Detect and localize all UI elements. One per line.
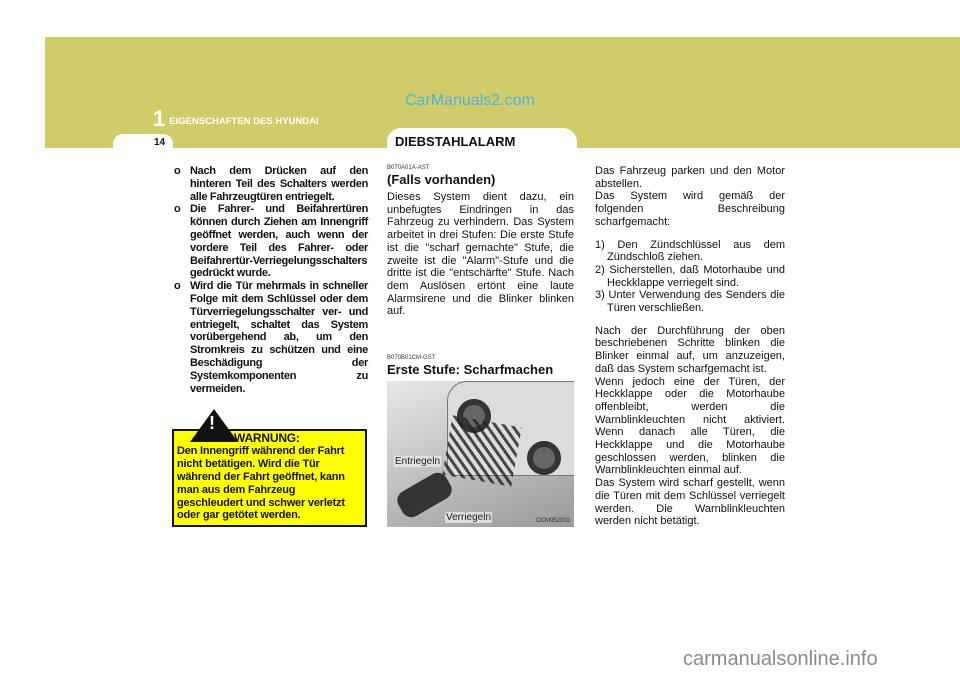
list-item (174, 280, 368, 395)
label-unlock: Entriegeln (395, 456, 441, 468)
bullet: o (174, 280, 181, 293)
exclamation-icon: ! (209, 413, 215, 434)
paragraph: Das System wird gemäß der folgenden Beschreibung scharfgemacht: (595, 190, 785, 228)
bullet: o (174, 165, 181, 177)
heading: Erste Stufe: Scharfmachen (387, 362, 554, 378)
page-number: 14 (113, 134, 173, 150)
paragraph: Das System wird scharf gestellt, wenn die Türen mit dem Schlüssel verriegelt werden. Die Warnblinkleuchten werden nicht betätigt. (595, 477, 785, 528)
watermark-bottom[interactable]: carmanualsonline.info (683, 648, 878, 670)
chapter-title: EIGENSCHAFTEN DES HYUNDAI (169, 116, 319, 127)
warning-box (172, 413, 367, 527)
section-code: B070B01CM-GST (387, 355, 436, 362)
bullet-list (172, 165, 368, 395)
list-item (174, 203, 368, 280)
chapter-number: 1 (153, 106, 166, 131)
list-item-text: Nach dem Drücken auf den hinteren Teil des Schalters werden alle Fahrzeugtüren entriegelt. (190, 165, 368, 203)
warning-title: WARNUNG: (234, 431, 300, 446)
paragraph: Nach der Durchführung der oben beschriebenen Schritte blinken die Blinker einmal auf, um anzuzeigen, daß das System scharfgemacht ist. (595, 324, 785, 375)
section-title: DIEBSTAHLALARM (387, 128, 577, 150)
heading: (Falls vorhanden) (387, 172, 496, 187)
bullet: o (174, 203, 181, 216)
list-item-text: Die Fahrer- und Beifahrertüren können durch Ziehen am Innengriff geöffnet werden, auch wenn der vordere Teil des Fahrer- oder Beifahrertür-Verriegelungsschalters gedrückt wurde. (190, 203, 368, 280)
signal-icon (442, 415, 521, 486)
key-fob-illustration (387, 381, 574, 527)
step-item: 3) Unter Verwendung des Senders die Türen verschließen. (595, 289, 785, 315)
chapter-header (153, 106, 319, 131)
paragraph: Wenn jedoch eine der Türen, der Heckklappe oder die Motorhaube offenbleibt, werden die Warnblinkleuchten nicht aktiviert. Wenn danach alle Türen, die Heckklappe und die Motorhaube geschlossen werden, blinken die Warnblinkleuchten einmal auf. (595, 375, 785, 477)
paragraph: Dieses System dient dazu, ein unbefugtes Eindringen in das Fahrzeug zu verhindern. Das System arbeitet in drei Stufen: Die erste Stufe ist die "scharf gemachte" Stufe, die zweite ist die "Alarm"-Stufe und die dritte ist die "entschärfte" Stufe. Nach dem Auslösen ertönt eine laute Alarmsirene und die Blinker blinken auf. (387, 191, 574, 318)
wheel (527, 441, 561, 475)
step-item: 1) Den Zündschlüssel aus dem Zündschloß ziehen. (595, 238, 785, 264)
section-code: B070A01A-AST (387, 165, 430, 171)
list-item-text: Wird die Tür mehrmals in schneller Folge mit dem Schlüssel oder dem Türverriegelungsschalter ver- und entriegelt, schaltet das System vorübergehend ab, um den Stromkreis zu schützen und eine Beschädigung der Systemkomponenten zu vermeiden. (190, 280, 368, 395)
watermark-top[interactable]: CarManuals2.com (405, 92, 535, 109)
step-item: 2) Sicherstellen, daß Motorhaube und Heckklappe verriegelt sind. (595, 263, 785, 289)
column-2 (387, 165, 574, 527)
paragraph: Das Fahrzeug parken und den Motor abstellen. (595, 165, 785, 190)
steps-list (595, 239, 785, 315)
column-1 (172, 165, 368, 527)
list-item (174, 165, 368, 203)
warning-text: Den Innengriff während der Fahrt nicht betätigen. Wird die Tür während der Fahrt geöffnet, kann man aus dem Fahrzeug geschleudert und schwer verletzt oder gar getötet werden. (177, 445, 345, 522)
figure-code: OCM052002 (535, 518, 570, 525)
column-3 (595, 165, 785, 528)
label-lock: Verriegeln (446, 512, 492, 524)
